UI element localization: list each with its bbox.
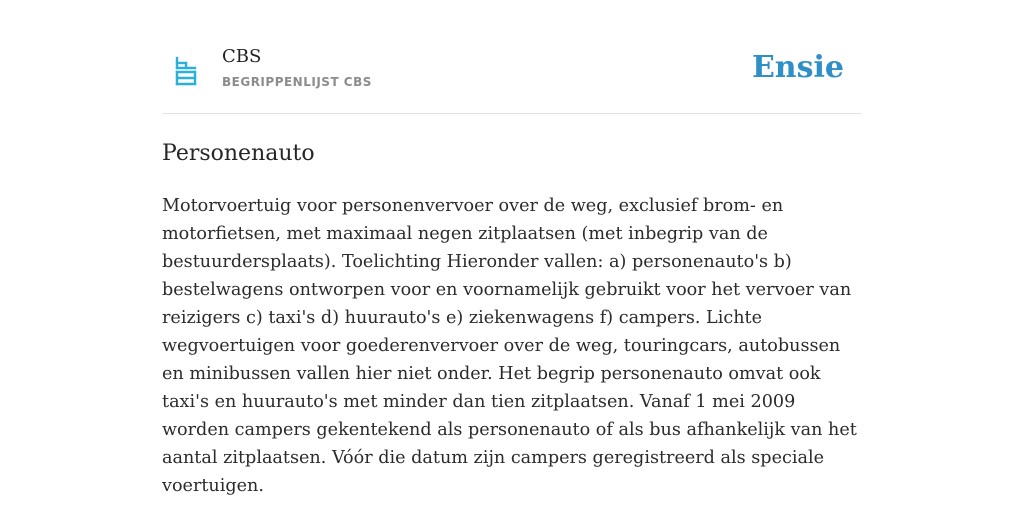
term-title: Personenauto: [162, 141, 315, 166]
ensie-brand-logo[interactable]: Ensie: [751, 50, 844, 85]
source-name[interactable]: CBS: [222, 46, 262, 67]
definition-card: [162, 0, 862, 500]
term-definition: Motorvoertuig voor personenvervoer over de weg, exclusief brom- en motorfietsen, met maximaal negen zitplaatsen (met inbegrip van de bestuurdersplaats). Toelichting Hieronder vallen: a) personenauto's b) bestelwagens ontworpen voor en voornamelijk gebruikt voor het vervoer van reizigers c) taxi's d) huurauto's e) ziekenwagens f) campers. Lichte wegvoertuigen voor goederenvervoer over de weg, touringcars, autobussen en minibussen vallen hier niet onder. Het begrip personenauto omvat ook taxi's en huurauto's met minder dan tien zitplaatsen. Vanaf 1 mei 2009 worden campers gekentekend als personenauto of als bus afhankelijk van het aantal zitplaatsen. Vóór die datum zijn campers geregistreerd als speciale voertuigen.: [162, 196, 857, 496]
card-header: [162, 0, 862, 114]
cbs-logo-icon[interactable]: [174, 56, 198, 86]
source-subtitle[interactable]: BEGRIPPENLIJST CBS: [222, 75, 372, 89]
